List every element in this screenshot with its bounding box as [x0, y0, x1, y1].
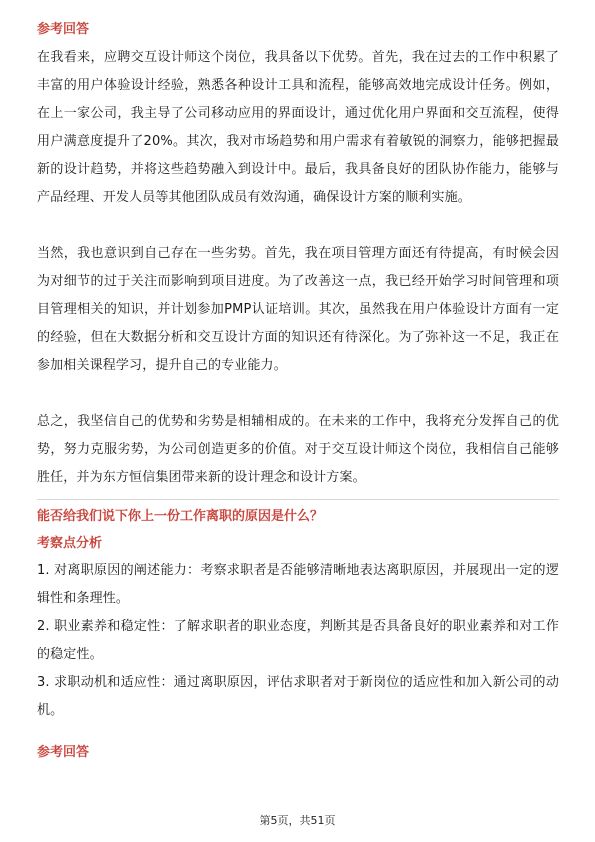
paragraph-gap: [37, 380, 559, 408]
reference-answer-heading: 参考回答: [37, 745, 90, 760]
answer-paragraph-summary: 总之，我坚信自己的优势和劣势是相辅相成的。在未来的工作中，我将充分发挥自己的优势，努力克服劣势，为公司创造更多的价值。对于交互设计师这个岗位，我相信自己能够胜任，并为东方恒信集团带来新的设计理念和设计方案。: [37, 414, 559, 485]
page-number: 第5页，共51页: [259, 814, 336, 827]
reference-answer-heading: 参考回答: [37, 22, 90, 37]
analysis-item: 3. 求职动机和适应性：通过离职原因，评估求职者对于新岗位的适应性和加入新公司的动机。: [37, 675, 559, 718]
interview-question: 能否给我们说下你上一份工作离职的原因是什么？: [37, 509, 324, 524]
document-page: [37, 20, 559, 761]
answer-paragraph-weaknesses: 当然，我也意识到自己存在一些劣势。首先，我在项目管理方面还有待提高，有时候会因为对细节的过于关注而影响到项目进度。为了改善这一点，我已经开始学习时间管理和项目管理相关的知识，并计划参加PMP认证培训。其次，虽然我在用户体验设计方面有一定的经验，但在大数据分析和交互设计方面的知识还有待深化。为了弥补这一不足，我正在参加相关课程学习，提升自己的专业能力。: [37, 246, 559, 373]
analysis-heading: 考察点分析: [37, 536, 103, 551]
paragraph-gap: [37, 212, 559, 240]
section-divider: [37, 499, 559, 500]
analysis-item: 2. 职业素养和稳定性：了解求职者的职业态度，判断其是否具备良好的职业素养和对工作的稳定性。: [37, 619, 559, 662]
answer-paragraph-strengths: 在我看来，应聘交互设计师这个岗位，我具备以下优势。首先，我在过去的工作中积累了丰富的用户体验设计经验，熟悉各种设计工具和流程，能够高效地完成设计任务。例如，在上一家公司，我主导了公司移动应用的界面设计，通过优化用户界面和交互流程，使得用户满意度提升了20%。其次，我对市场趋势和用户需求有着敏锐的洞察力，能够把握最新的设计趋势，并将这些趋势融入到设计中。最后，我具备良好的团队协作能力，能够与产品经理、开发人员等其他团队成员有效沟通，确保设计方案的顺利实施。: [37, 50, 559, 205]
analysis-item: 1. 对离职原因的阐述能力：考察求职者是否能够清晰地表达离职原因，并展现出一定的逻辑性和条理性。: [37, 563, 559, 606]
